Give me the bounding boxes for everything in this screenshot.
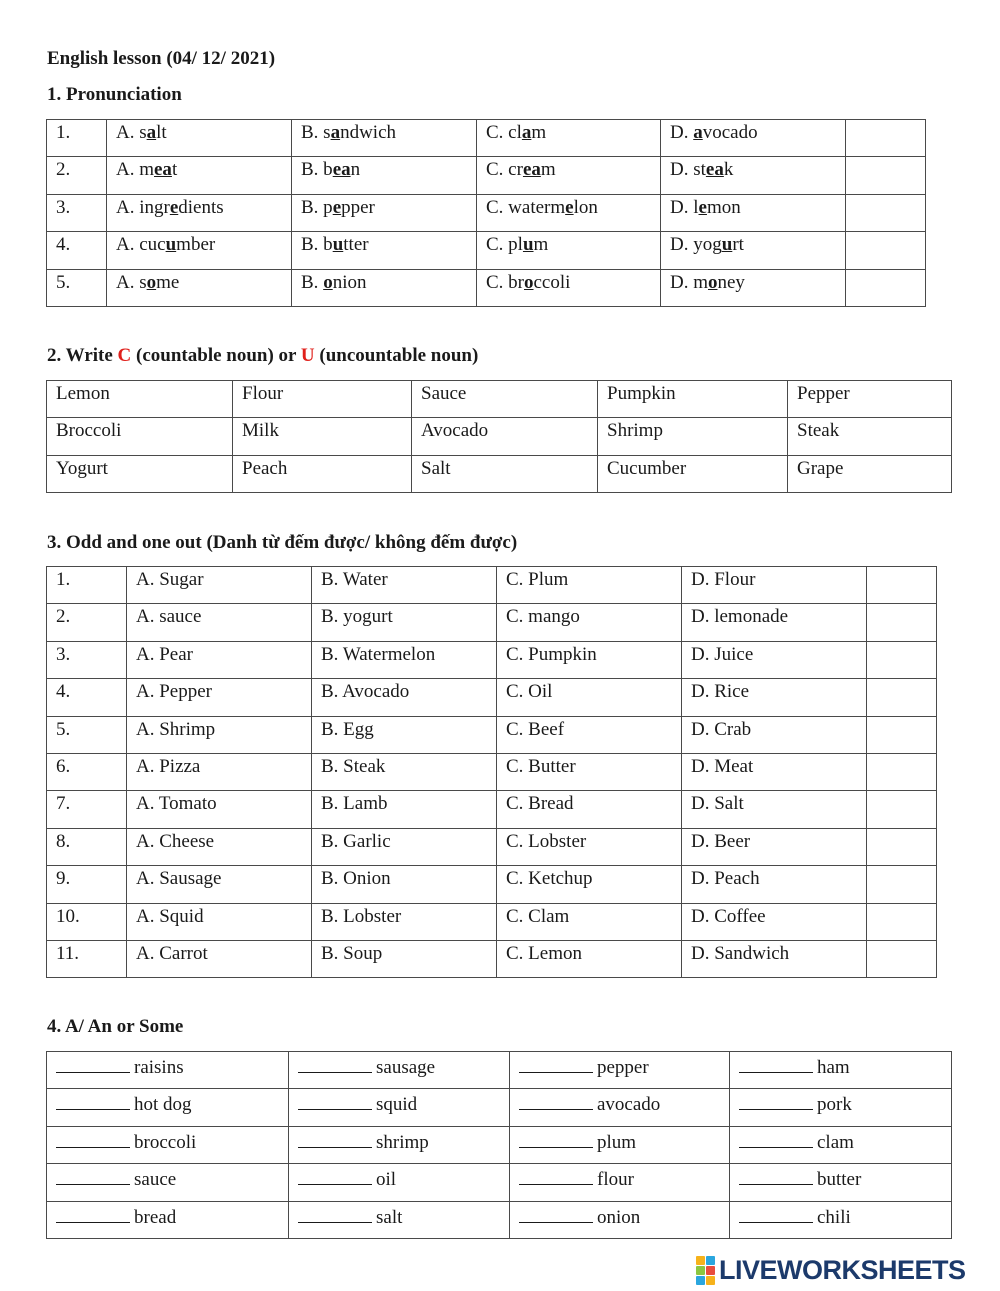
fill-in-cell (47, 1201, 289, 1238)
answer-option[interactable]: A. Pizza (127, 753, 312, 790)
answer-option[interactable] (107, 232, 292, 269)
noun-text: broccoli (134, 1131, 197, 1153)
blank-input[interactable] (56, 1204, 130, 1223)
answer-option[interactable]: A. Sugar (127, 567, 312, 604)
highlighted-sound: e (565, 196, 574, 218)
answer-option[interactable] (477, 120, 661, 157)
noun-text: pepper (597, 1057, 649, 1078)
answer-option[interactable]: B. Soup (312, 940, 497, 977)
table-row (47, 753, 937, 790)
option-text: C. br (486, 271, 524, 293)
answer-option[interactable]: D. Crab (682, 716, 867, 753)
table-row (47, 604, 937, 641)
answer-option[interactable]: D. Beer (682, 828, 867, 865)
countable-table (46, 380, 952, 493)
option-text: C. waterm (486, 196, 566, 218)
answer-box[interactable] (867, 716, 937, 753)
option-text: A. m (116, 159, 154, 181)
answer-box[interactable] (867, 866, 937, 903)
highlighted-sound: o (323, 271, 333, 293)
answer-option[interactable]: C. Beef (497, 716, 682, 753)
answer-option[interactable]: C. Bread (497, 791, 682, 828)
answer-option[interactable]: A. Pepper (127, 679, 312, 716)
blank-input[interactable] (739, 1091, 813, 1110)
option-text: A. ingr (116, 196, 170, 218)
answer-option[interactable]: B. Lamb (312, 791, 497, 828)
blank-input[interactable] (298, 1054, 372, 1073)
answer-option[interactable]: C. Oil (497, 679, 682, 716)
noun-cell[interactable]: Flour (233, 381, 412, 418)
answer-option[interactable] (292, 194, 477, 231)
answer-option[interactable]: A. Sausage (127, 866, 312, 903)
fill-in-cell (730, 1164, 952, 1201)
table-row (47, 866, 937, 903)
option-text: B. b (301, 234, 333, 256)
question-number: 1. (47, 120, 107, 157)
answer-option[interactable] (661, 120, 846, 157)
brand-name: LIVEWORKSHEETS (719, 1254, 966, 1285)
highlighted-sound: o (146, 271, 157, 293)
answer-box[interactable] (867, 604, 937, 641)
answer-option[interactable] (477, 232, 661, 269)
noun-text: hot dog (134, 1094, 192, 1116)
section-2-heading (47, 344, 478, 368)
noun-text: sauce (134, 1169, 177, 1191)
option-text: A. cuc (116, 234, 166, 256)
table-row (47, 903, 937, 940)
heading-text: (countable noun) or (131, 345, 301, 366)
table-row (47, 381, 952, 418)
answer-option[interactable]: B. Egg (312, 716, 497, 753)
blank-input[interactable] (739, 1166, 813, 1185)
noun-text: onion (597, 1206, 641, 1228)
question-number: 6. (47, 753, 127, 790)
highlighted-sound: a (146, 122, 157, 143)
section-1-heading: 1. Pronunciation (47, 84, 182, 105)
noun-cell[interactable]: Grape (788, 455, 952, 492)
blank-input[interactable] (519, 1054, 593, 1073)
option-text: B. b (301, 159, 333, 181)
table-row (47, 716, 937, 753)
fill-in-cell (730, 1201, 952, 1238)
table-row (47, 194, 926, 231)
blank-input[interactable] (298, 1204, 372, 1223)
question-number: 2. (47, 157, 107, 194)
answer-option[interactable] (661, 157, 846, 194)
option-text: lon (573, 196, 598, 218)
noun-cell[interactable]: Cucumber (598, 455, 788, 492)
answer-option[interactable]: B. Lobster (312, 903, 497, 940)
blank-input[interactable] (298, 1091, 372, 1110)
fill-in-cell (289, 1164, 510, 1201)
option-text: vocado (702, 122, 758, 143)
blank-input[interactable] (739, 1204, 813, 1223)
highlighted-sound: a (521, 122, 532, 143)
liveworksheets-logo (696, 1254, 966, 1286)
question-number: 8. (47, 828, 127, 865)
option-text: C. cl (486, 122, 522, 143)
noun-cell[interactable]: Broccoli (47, 418, 233, 455)
option-text: D. st (670, 159, 706, 181)
question-number: 5. (47, 269, 107, 306)
highlighted-sound: ea (522, 159, 541, 181)
answer-box[interactable] (867, 940, 937, 977)
option-text: A. s (116, 271, 147, 293)
noun-cell[interactable]: Avocado (412, 418, 598, 455)
table-row (47, 269, 926, 306)
fill-in-cell (47, 1052, 289, 1089)
highlighted-sound: a (330, 122, 341, 143)
blank-input[interactable] (56, 1054, 130, 1073)
noun-text: shrimp (376, 1131, 429, 1153)
answer-option[interactable]: D. Peach (682, 866, 867, 903)
table-row (47, 418, 952, 455)
noun-text: oil (376, 1169, 397, 1191)
answer-option[interactable]: D. lemonade (682, 604, 867, 641)
answer-option[interactable]: C. Pumpkin (497, 641, 682, 678)
answer-option[interactable] (107, 157, 292, 194)
answer-option[interactable] (107, 120, 292, 157)
option-text: D. yog (670, 234, 722, 256)
option-text: rt (732, 234, 744, 256)
answer-option[interactable]: D. Flour (682, 567, 867, 604)
question-number: 4. (47, 679, 127, 716)
highlighted-sound: e (169, 196, 179, 218)
noun-cell[interactable]: Salt (412, 455, 598, 492)
answer-option[interactable] (661, 194, 846, 231)
option-text: ccoli (533, 271, 571, 293)
noun-text: plum (597, 1131, 637, 1153)
table-row (47, 120, 926, 157)
answer-box[interactable] (846, 232, 926, 269)
noun-text: bread (134, 1206, 177, 1228)
fill-in-cell (289, 1201, 510, 1238)
highlighted-sound: u (165, 234, 177, 256)
answer-box[interactable] (846, 120, 926, 157)
answer-box[interactable] (846, 157, 926, 194)
logo-grid-icon (696, 1256, 715, 1285)
answer-option[interactable] (292, 120, 477, 157)
question-number: 7. (47, 791, 127, 828)
answer-box[interactable] (867, 753, 937, 790)
option-text: lt (156, 122, 167, 143)
section-4-heading: 4. A/ An or Some (47, 1016, 184, 1037)
answer-option[interactable]: C. Ketchup (497, 866, 682, 903)
answer-option[interactable]: D. Juice (682, 641, 867, 678)
option-text: C. pl (486, 234, 523, 256)
noun-cell[interactable]: Pumpkin (598, 381, 788, 418)
blank-input[interactable] (519, 1129, 593, 1148)
table-row (47, 567, 937, 604)
answer-option[interactable] (477, 269, 661, 306)
noun-text: sausage (376, 1057, 436, 1078)
table-row (47, 791, 937, 828)
heading-text: (uncountable noun) (314, 345, 479, 366)
pronunciation-table (46, 119, 926, 307)
highlighted-sound: u (522, 234, 534, 256)
option-text: mber (176, 234, 216, 256)
noun-text: clam (817, 1131, 854, 1153)
answer-option[interactable]: B. Avocado (312, 679, 497, 716)
answer-box[interactable] (846, 269, 926, 306)
fill-in-cell (289, 1052, 510, 1089)
table-row (47, 1201, 952, 1238)
answer-option[interactable]: A. Cheese (127, 828, 312, 865)
noun-cell[interactable]: Sauce (412, 381, 598, 418)
noun-text: raisins (134, 1057, 184, 1078)
highlighted-sound: e (332, 196, 342, 218)
answer-option[interactable]: D. Rice (682, 679, 867, 716)
question-number: 5. (47, 716, 127, 753)
noun-text: ham (817, 1057, 850, 1078)
fill-in-cell (47, 1164, 289, 1201)
blank-input[interactable] (519, 1166, 593, 1185)
articles-table (46, 1051, 952, 1239)
noun-text: butter (817, 1169, 862, 1191)
question-number: 2. (47, 604, 127, 641)
answer-box[interactable] (867, 641, 937, 678)
option-text: mon (706, 196, 741, 218)
answer-option[interactable] (107, 194, 292, 231)
answer-option[interactable]: D. Coffee (682, 903, 867, 940)
answer-option[interactable] (292, 232, 477, 269)
answer-option[interactable] (292, 269, 477, 306)
table-row (47, 232, 926, 269)
option-text: m (540, 159, 556, 181)
answer-option[interactable]: B. yogurt (312, 604, 497, 641)
option-text: B. p (301, 196, 333, 218)
answer-option[interactable]: B. Onion (312, 866, 497, 903)
fill-in-cell (510, 1089, 730, 1126)
table-row (47, 1126, 952, 1163)
answer-option[interactable]: A. Squid (127, 903, 312, 940)
question-number: 1. (47, 567, 127, 604)
noun-cell[interactable]: Lemon (47, 381, 233, 418)
answer-option[interactable]: A. Pear (127, 641, 312, 678)
fill-in-cell (730, 1052, 952, 1089)
answer-option[interactable]: A. Shrimp (127, 716, 312, 753)
heading-text: 2. Write (47, 345, 118, 366)
answer-option[interactable]: C. Butter (497, 753, 682, 790)
highlighted-sound: o (524, 271, 534, 293)
answer-option[interactable]: B. Watermelon (312, 641, 497, 678)
answer-option[interactable]: A. sauce (127, 604, 312, 641)
highlighted-sound: a (693, 122, 703, 143)
answer-option[interactable]: B. Steak (312, 753, 497, 790)
option-text: tter (343, 234, 369, 256)
question-number: 10. (47, 903, 127, 940)
noun-text: pork (817, 1094, 852, 1116)
noun-text: squid (376, 1094, 418, 1116)
fill-in-cell (510, 1164, 730, 1201)
answer-option[interactable]: A. Carrot (127, 940, 312, 977)
blank-input[interactable] (298, 1166, 372, 1185)
noun-text: salt (376, 1206, 403, 1228)
answer-option[interactable]: B. Garlic (312, 828, 497, 865)
table-row (47, 1164, 952, 1201)
option-text: pper (341, 196, 375, 218)
answer-option[interactable] (292, 157, 477, 194)
table-row (47, 679, 937, 716)
question-number: 3. (47, 194, 107, 231)
table-row (47, 455, 952, 492)
page-title: English lesson (04/ 12/ 2021) (47, 48, 276, 69)
blank-input[interactable] (519, 1091, 593, 1110)
answer-box[interactable] (867, 567, 937, 604)
answer-option[interactable]: D. Meat (682, 753, 867, 790)
answer-box[interactable] (867, 828, 937, 865)
answer-option[interactable]: C. Lobster (497, 828, 682, 865)
question-number: 3. (47, 641, 127, 678)
answer-option[interactable]: C. Plum (497, 567, 682, 604)
option-text: B. s (301, 122, 331, 143)
table-row (47, 641, 937, 678)
noun-cell[interactable]: Steak (788, 418, 952, 455)
answer-option[interactable]: D. Salt (682, 791, 867, 828)
fill-in-cell (47, 1126, 289, 1163)
option-text: ndwich (340, 122, 397, 143)
table-row (47, 1052, 952, 1089)
section-3-heading: 3. Odd and one out (Danh từ đếm được/ không đếm được) (47, 532, 518, 553)
blank-input[interactable] (739, 1054, 813, 1073)
blank-input[interactable] (519, 1204, 593, 1223)
uncountable-letter: U (300, 345, 315, 366)
answer-box[interactable] (867, 791, 937, 828)
highlighted-sound: u (332, 234, 344, 256)
table-row (47, 828, 937, 865)
blank-input[interactable] (298, 1129, 372, 1148)
noun-text: avocado (597, 1094, 661, 1116)
answer-box[interactable] (846, 194, 926, 231)
blank-input[interactable] (56, 1166, 130, 1185)
table-row (47, 940, 937, 977)
fill-in-cell (47, 1089, 289, 1126)
option-text: ney (717, 271, 745, 293)
answer-box[interactable] (867, 679, 937, 716)
option-text: C. cr (486, 159, 523, 181)
answer-option[interactable]: C. mango (497, 604, 682, 641)
noun-cell[interactable]: Milk (233, 418, 412, 455)
noun-cell[interactable]: Shrimp (598, 418, 788, 455)
answer-option[interactable] (661, 269, 846, 306)
highlighted-sound: e (698, 196, 707, 218)
option-text: D. l (670, 196, 699, 218)
fill-in-cell (730, 1089, 952, 1126)
answer-option[interactable] (477, 194, 661, 231)
blank-input[interactable] (739, 1129, 813, 1148)
highlighted-sound: o (708, 271, 718, 293)
answer-option[interactable]: C. Lemon (497, 940, 682, 977)
answer-option[interactable]: C. Clam (497, 903, 682, 940)
answer-option[interactable] (107, 269, 292, 306)
highlighted-sound: ea (332, 159, 351, 181)
noun-cell[interactable]: Peach (233, 455, 412, 492)
option-text: m (531, 122, 547, 143)
noun-text: chili (817, 1206, 851, 1228)
option-text: me (156, 271, 180, 293)
odd-one-out-table (46, 566, 937, 978)
answer-option[interactable]: D. Sandwich (682, 940, 867, 977)
noun-cell[interactable]: Pepper (788, 381, 952, 418)
noun-text: flour (597, 1169, 634, 1191)
option-text: D. (670, 122, 694, 143)
table-row (47, 157, 926, 194)
question-number: 4. (47, 232, 107, 269)
noun-cell[interactable]: Yogurt (47, 455, 233, 492)
highlighted-sound: ea (154, 159, 172, 181)
option-text: t (171, 159, 178, 181)
fill-in-cell (510, 1052, 730, 1089)
question-number: 9. (47, 866, 127, 903)
highlighted-sound: ea (705, 159, 724, 181)
fill-in-cell (289, 1089, 510, 1126)
option-text: n (350, 159, 361, 181)
fill-in-cell (510, 1201, 730, 1238)
highlighted-sound: u (721, 234, 733, 256)
fill-in-cell (730, 1126, 952, 1163)
question-number: 11. (47, 940, 127, 977)
option-text: k (723, 159, 734, 181)
table-row (47, 1089, 952, 1126)
answer-option[interactable] (477, 157, 661, 194)
option-text: A. s (116, 122, 147, 143)
option-text: B. (301, 271, 324, 293)
option-text: D. m (670, 271, 708, 293)
answer-option[interactable] (661, 232, 846, 269)
answer-option[interactable]: B. Water (312, 567, 497, 604)
option-text: nion (332, 271, 367, 293)
fill-in-cell (510, 1126, 730, 1163)
answer-box[interactable] (867, 903, 937, 940)
fill-in-cell (289, 1126, 510, 1163)
option-text: m (533, 234, 549, 256)
blank-input[interactable] (56, 1129, 130, 1148)
countable-letter: C (117, 345, 132, 366)
option-text: dients (178, 196, 224, 218)
answer-option[interactable]: A. Tomato (127, 791, 312, 828)
blank-input[interactable] (56, 1091, 130, 1110)
